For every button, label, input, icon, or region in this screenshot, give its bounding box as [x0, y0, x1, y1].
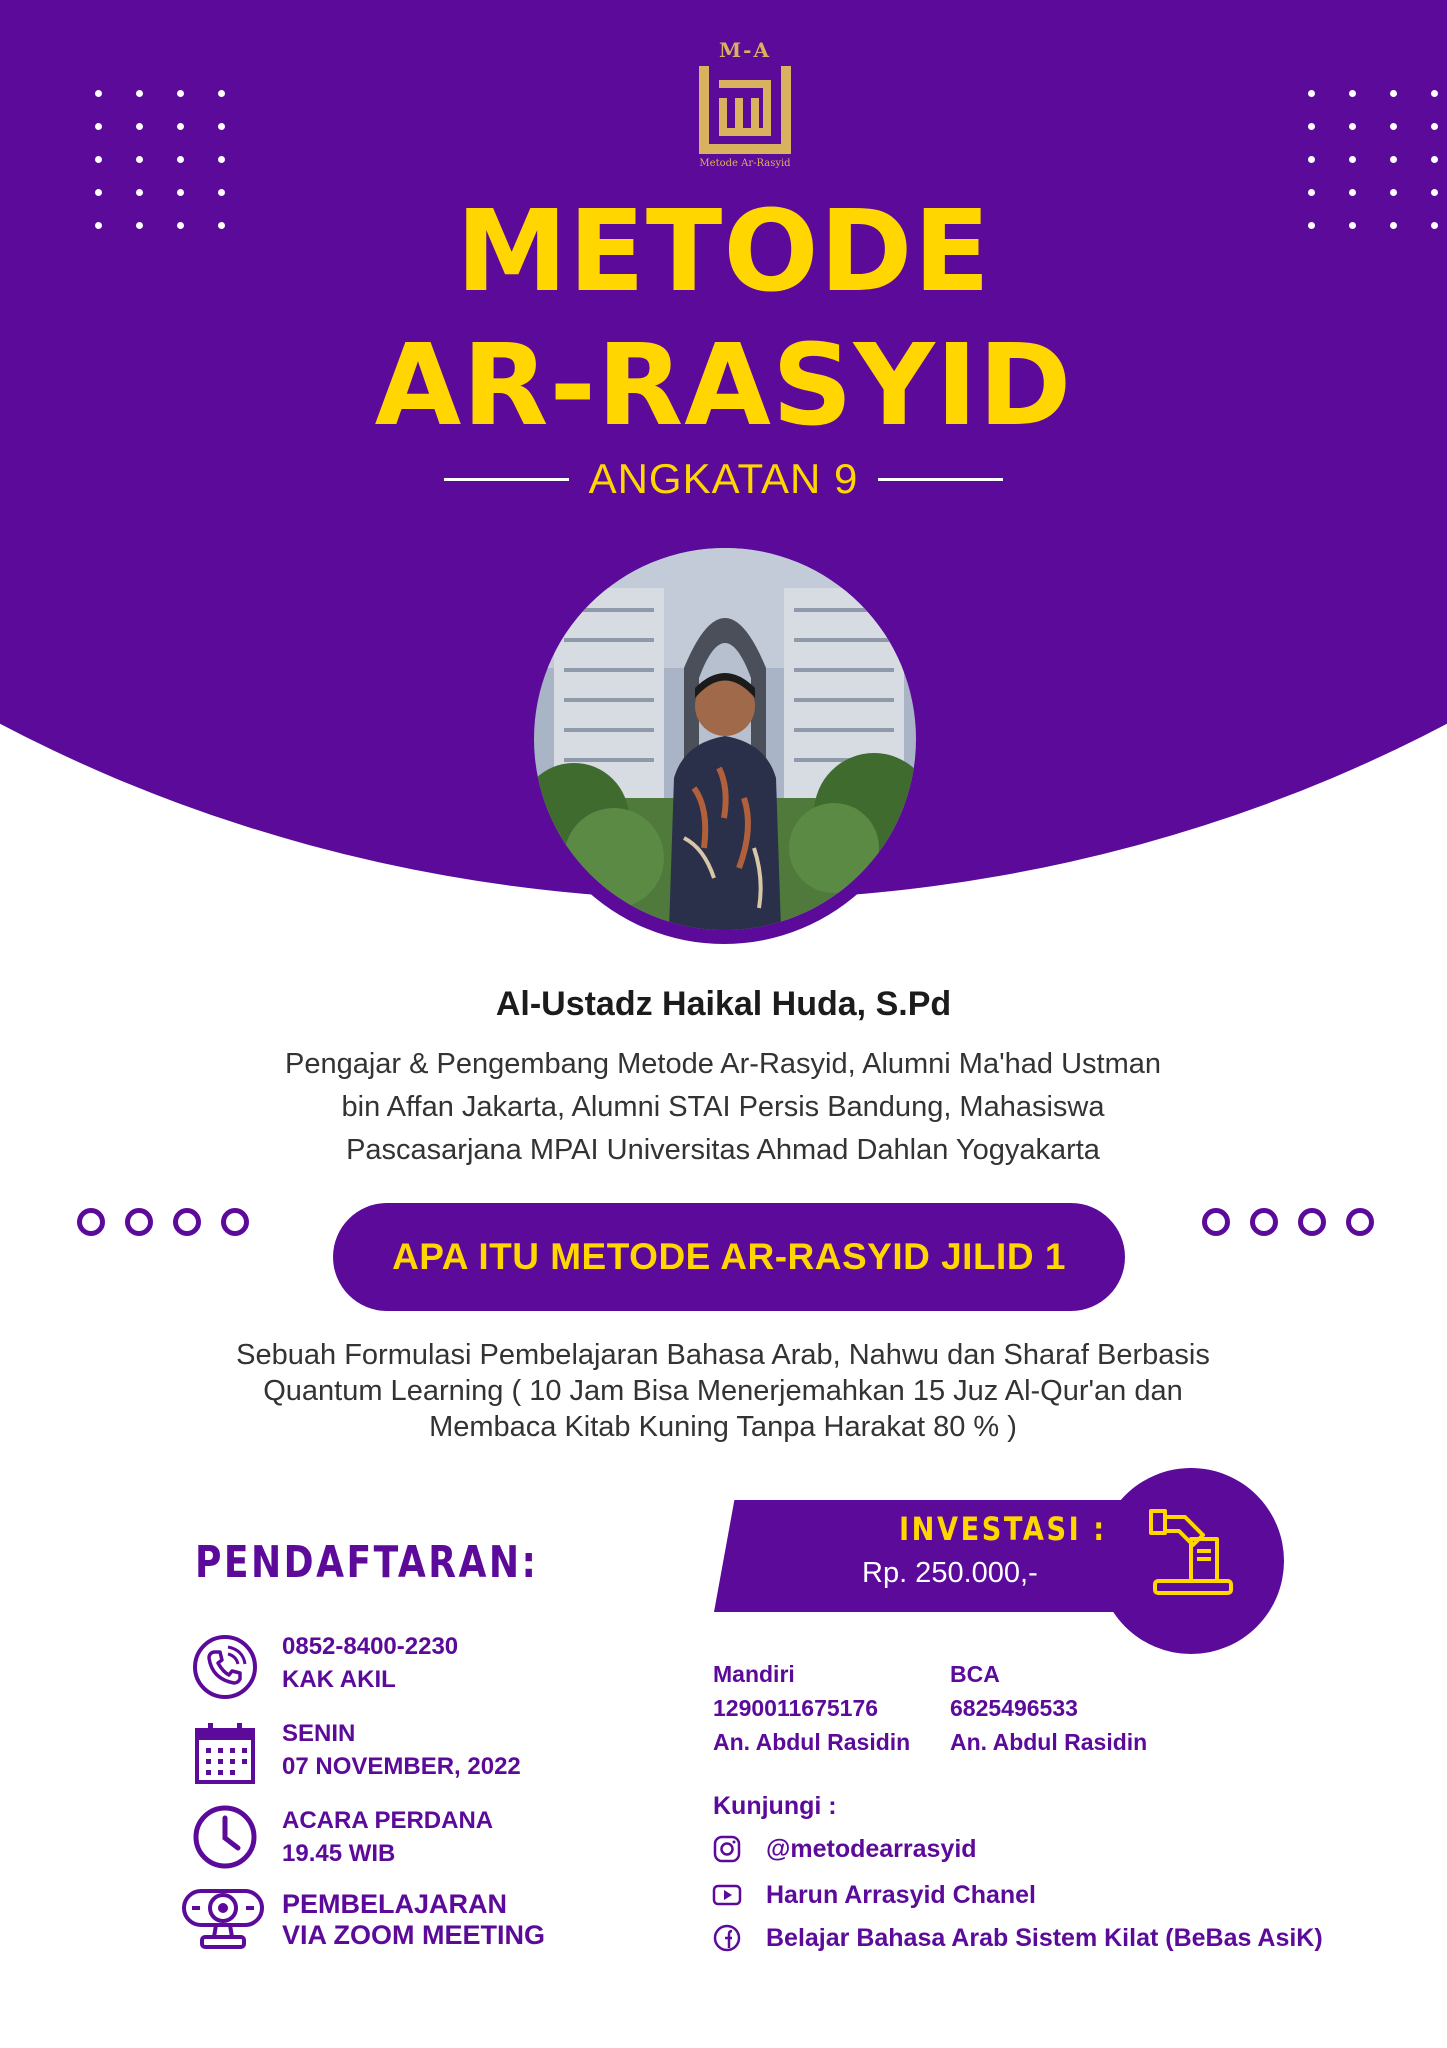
ring-dots-left: [77, 1208, 249, 1236]
speaker-photo: [534, 548, 916, 930]
learning-mode-line: VIA ZOOM MEETING: [282, 1920, 545, 1950]
schedule-time-block: [282, 1804, 493, 1870]
facebook-icon: [712, 1923, 742, 1953]
bio-line: Pengajar & Pengembang Metode Ar-Rasyid, Alumni Ma'had Ustman: [284, 1048, 1161, 1080]
bank-holder: An. Abdul Rasidin: [950, 1729, 1148, 1755]
youtube-channel[interactable]: Harun Arrasyid Chanel: [766, 1880, 1036, 1909]
visit-heading: Kunjungi :: [713, 1792, 837, 1820]
phone-number: 0852-8400-2230: [282, 1633, 459, 1660]
webcam-icon: [180, 1885, 266, 1955]
learning-mode-line: PEMBELAJARAN: [282, 1889, 508, 1919]
instagram-handle[interactable]: @metodearrasyid: [766, 1834, 977, 1863]
logo-letters: M-A: [719, 38, 771, 62]
bio-line: bin Affan Jakarta, Alumni STAI Persis Bandung, Mahasiswa: [341, 1091, 1105, 1123]
section-heading: APA ITU METODE AR-RASYID JILID 1: [333, 1203, 1125, 1311]
bio-line: Pascasarjana MPAI Universitas Ahmad Dahlan Yogyakarta: [346, 1134, 1100, 1166]
clock-icon: [190, 1802, 260, 1872]
bank-mandiri: [713, 1657, 910, 1759]
logo-emblem-icon: [699, 66, 791, 154]
facebook-page[interactable]: Belajar Bahasa Arab Sistem Kilat (BeBas AsiK): [766, 1923, 1323, 1952]
subtitle-rule-right: [878, 478, 1003, 481]
contact-name: KAK AKIL: [282, 1666, 396, 1693]
investment-price: Rp. 250.000,-: [862, 1557, 1038, 1589]
social-instagram[interactable]: [712, 1834, 977, 1864]
bank-holder: An. Abdul Rasidin: [713, 1729, 911, 1755]
registration-heading: PENDAFTARAN:: [195, 1537, 539, 1588]
section-description: [123, 1337, 1323, 1445]
social-youtube[interactable]: [712, 1880, 1036, 1910]
title-line-1: METODE: [455, 187, 992, 317]
ring-dots-right: [1202, 1208, 1374, 1236]
desc-line: Quantum Learning ( 10 Jam Bisa Menerjemahkan 15 Juz Al-Qur'an dan: [263, 1375, 1183, 1407]
speaker-bio: [173, 1043, 1273, 1172]
event-name: ACARA PERDANA: [282, 1807, 494, 1834]
bank-name: Mandiri: [713, 1661, 795, 1687]
title-line-2: AR-RASYID: [374, 321, 1073, 451]
youtube-icon: [712, 1880, 742, 1910]
calendar-icon: [190, 1718, 260, 1788]
instagram-icon: [712, 1834, 742, 1864]
learning-mode-block: [282, 1889, 545, 1951]
desc-line: Sebuah Formulasi Pembelajaran Bahasa Arab, Nahwu dan Sharaf Berbasis: [236, 1339, 1210, 1371]
logo: [675, 38, 815, 169]
schedule-day: SENIN: [282, 1720, 356, 1747]
subtitle: ANGKATAN 9: [588, 455, 859, 502]
registration-phone-block: [282, 1630, 458, 1696]
schedule-date-block: [282, 1717, 521, 1783]
bank-bca: [950, 1657, 1147, 1759]
logo-caption: Metode Ar-Rasyid: [699, 158, 791, 169]
subtitle-row: [0, 455, 1447, 503]
event-time: 19.45 WIB: [282, 1840, 396, 1867]
subtitle-rule-left: [444, 478, 569, 481]
desc-line: Membaca Kitab Kuning Tanpa Harakat 80 % ): [429, 1411, 1017, 1443]
investment-label: INVESTASI :: [899, 1510, 1107, 1548]
schedule-date: 07 NOVEMBER, 2022: [282, 1753, 521, 1780]
speaker-name: Al-Ustadz Haikal Huda, S.Pd: [495, 985, 952, 1023]
bank-account: 1290011675176: [713, 1695, 879, 1721]
bank-name: BCA: [950, 1661, 1000, 1687]
phone-icon: [190, 1632, 260, 1702]
social-facebook[interactable]: [712, 1923, 1323, 1953]
bank-account: 6825496533: [950, 1695, 1078, 1721]
payment-icon: [1145, 1505, 1241, 1601]
